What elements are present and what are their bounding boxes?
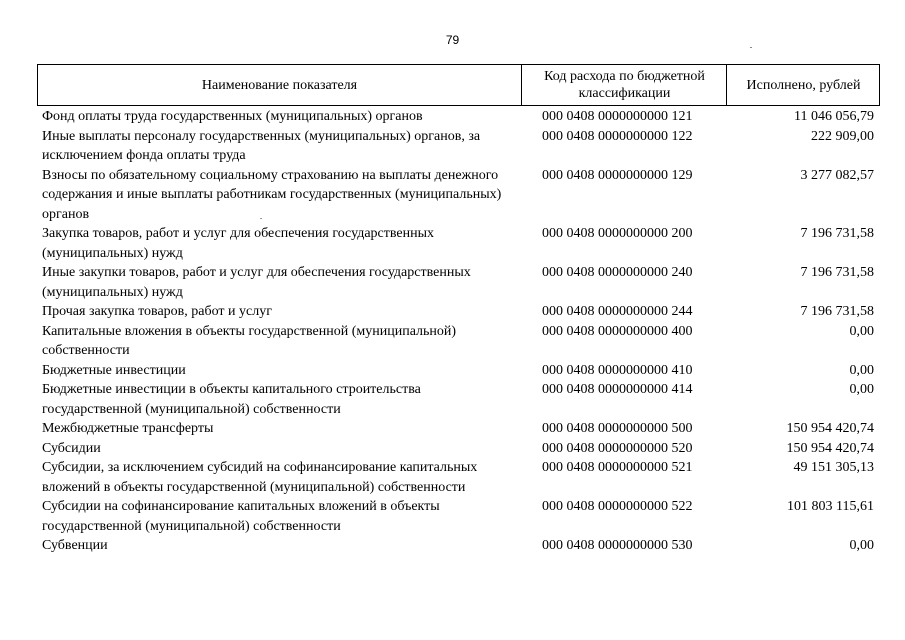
page-number: 79: [445, 33, 460, 47]
row-code: 000 0408 0000000000 410: [542, 362, 693, 378]
row-amount: 150 954 420,74: [786, 421, 874, 436]
row-code: 000 0408 0000000000 244: [542, 304, 693, 319]
row-amount: 3 277 082,57: [800, 167, 874, 183]
row-code: 000 0408 0000000000 129: [542, 167, 693, 183]
table-row: [42, 439, 882, 459]
table-row: [42, 322, 882, 361]
row-name: Фонд оплаты труда государственных (муниципальных) органов: [42, 109, 423, 124]
row-code: 000 0408 0000000000 200: [542, 226, 693, 241]
row-amount: 0,00: [849, 382, 874, 397]
row-name: Субсидии: [42, 440, 101, 456]
row-name: Субвенции: [42, 538, 108, 553]
row-amount: 150 954 420,74: [786, 440, 874, 456]
table-row: [42, 224, 882, 263]
table-row: [42, 127, 882, 166]
table-row: [42, 458, 882, 497]
row-code: 000 0408 0000000000 520: [542, 440, 693, 456]
row-name: Закупка товаров, работ и услуг для обеспечения государственных (муниципальных) нужд: [42, 226, 435, 261]
row-amount: 7 196 731,58: [800, 226, 874, 241]
row-amount: 222 909,00: [811, 128, 874, 144]
row-amount: 7 196 731,58: [800, 265, 874, 280]
row-amount: 0,00: [849, 362, 874, 378]
row-amount: 49 151 305,13: [793, 460, 874, 475]
row-name: Прочая закупка товаров, работ и услуг: [42, 304, 272, 319]
header-amount: Исполнено, рублей: [726, 65, 880, 105]
table-row: [42, 166, 882, 225]
row-amount: 0,00: [849, 538, 874, 553]
row-code: 000 0408 0000000000 240: [542, 265, 693, 280]
header-name: Наименование показателя: [201, 77, 358, 93]
row-code: 000 0408 0000000000 522: [542, 499, 693, 514]
table-row: [42, 536, 882, 556]
row-name: Субсидии, за исключением субсидий на софинансирование капитальных вложений в объекты государственной (муниципальной) собственности: [42, 460, 478, 495]
row-name: Субсидии на софинансирование капитальных вложений в объекты государственной (муниципальной) собственности: [42, 499, 440, 534]
table-row: [42, 263, 882, 302]
table-row: [42, 419, 882, 439]
row-name: Иные выплаты персоналу государственных (муниципальных) органов, за исключением фонда оплаты труда: [42, 128, 481, 163]
table-row: [42, 361, 882, 381]
row-name: Бюджетные инвестиции: [42, 362, 186, 378]
row-amount: 101 803 115,61: [787, 499, 874, 514]
table-row: [42, 497, 882, 536]
row-name: Иные закупки товаров, работ и услуг для обеспечения государственных (муниципальных) нужд: [42, 265, 471, 300]
row-name: Бюджетные инвестиции в объекты капитального строительства государственной (муниципальной) собственности: [42, 382, 421, 417]
row-code: 000 0408 0000000000 400: [542, 323, 693, 339]
row-code: 000 0408 0000000000 530: [542, 538, 693, 553]
row-amount: 0,00: [849, 323, 874, 339]
table-body: [42, 107, 882, 556]
row-code: 000 0408 0000000000 122: [542, 128, 693, 144]
row-code: 000 0408 0000000000 521: [542, 460, 693, 475]
row-name: Межбюджетные трансферты: [42, 421, 214, 436]
row-code: 000 0408 0000000000 121: [542, 109, 693, 124]
scan-speck: [750, 47, 752, 48]
row-code: 000 0408 0000000000 414: [542, 382, 693, 397]
table-row: [42, 302, 882, 322]
row-amount: 11 046 056,79: [794, 109, 874, 124]
row-name: Капитальные вложения в объекты государственной (муниципальной) собственности: [42, 323, 457, 358]
table-header: [37, 64, 880, 106]
table-row: [42, 380, 882, 419]
row-name: Взносы по обязательному социальному страхованию на выплаты денежного содержания и иные выплаты работникам государственных (муниципальных) органов: [42, 167, 502, 222]
row-code: 000 0408 0000000000 500: [542, 421, 693, 436]
table-row: [42, 107, 882, 127]
row-amount: 7 196 731,58: [800, 304, 874, 319]
header-code: Код расхода по бюджетной классификации: [521, 65, 727, 105]
